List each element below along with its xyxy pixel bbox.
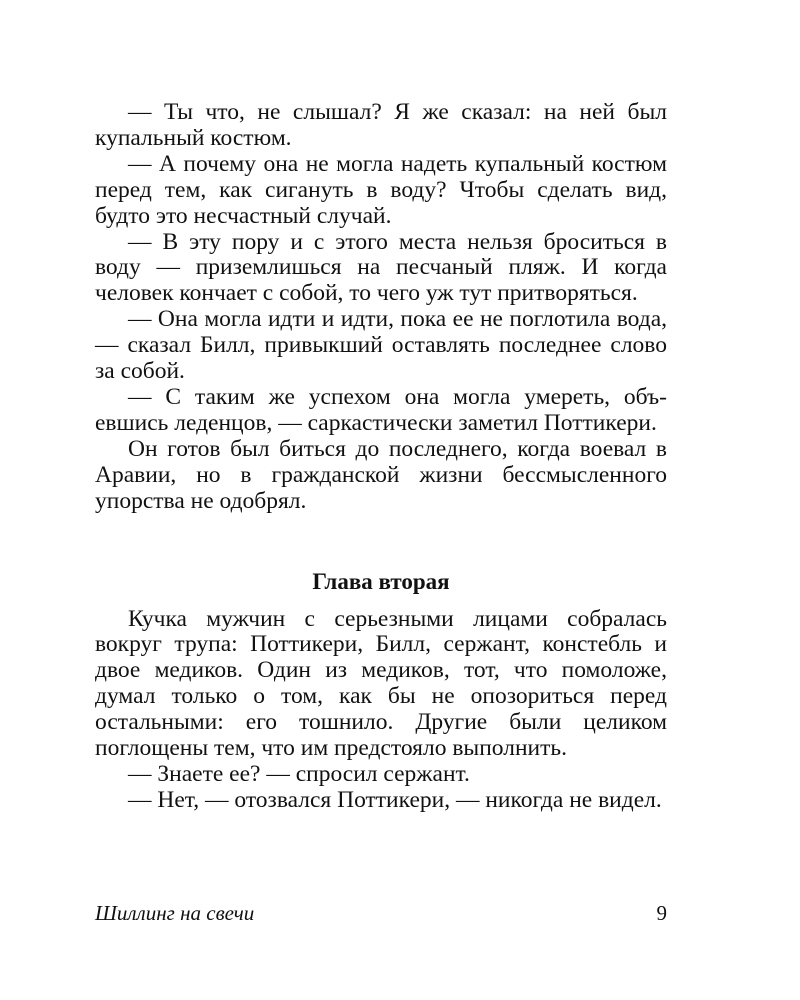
chapter-title: Глава вторая xyxy=(312,568,450,594)
page-number: 9 xyxy=(656,901,667,925)
paragraph: — С таким же успехом она могла умереть, объевшись леденцов, — саркастически заметил Поттикери. xyxy=(95,383,667,436)
text-block xyxy=(95,100,667,814)
paragraph: — В эту пору и с этого места нельзя броситься в воду — приземлишься на песчаный пляж. И когда человек кончает с собой, то чего уж тут притворяться. xyxy=(95,228,667,307)
paragraph: — Ты что, не слышал? Я же сказал: на ней был купальный костюм. xyxy=(95,99,667,151)
paragraph: Он готов был биться до последнего, когда воевал в Аравии, но в гражданской жизни бессмысленного упорства не одобрял. xyxy=(95,435,667,514)
spacer xyxy=(95,515,667,569)
paragraph: — Нет, — отозвался Поттикери, — никогда не видел. xyxy=(128,786,662,813)
paragraph: — Знаете ее? — спросил сержант. xyxy=(128,760,470,787)
paragraph: — Она могла идти и идти, пока ее не поглотила вода, — сказал Билл, привыкший оставлять последнее слово за собой. xyxy=(95,306,667,385)
paragraph: — А почему она не могла надеть купальный костюм перед тем, как сигануть в воду? Чтобы сделать вид, будто это несчастный случай. xyxy=(95,150,667,229)
paragraph: Кучка мужчин с серьезными лицами собралась вокруг трупа: Поттикери, Билл, сержант, констебль и двое медиков. Один из медиков, тот, что помоложе, думал только о том, как бы не опозориться перед остальными: его тошнило. Другие были целиком поглощены тем, что им предстояло выполнить. xyxy=(95,605,667,762)
running-title: Шиллинг на свечи xyxy=(95,901,255,925)
page-footer xyxy=(95,901,667,926)
spacer xyxy=(95,595,667,607)
